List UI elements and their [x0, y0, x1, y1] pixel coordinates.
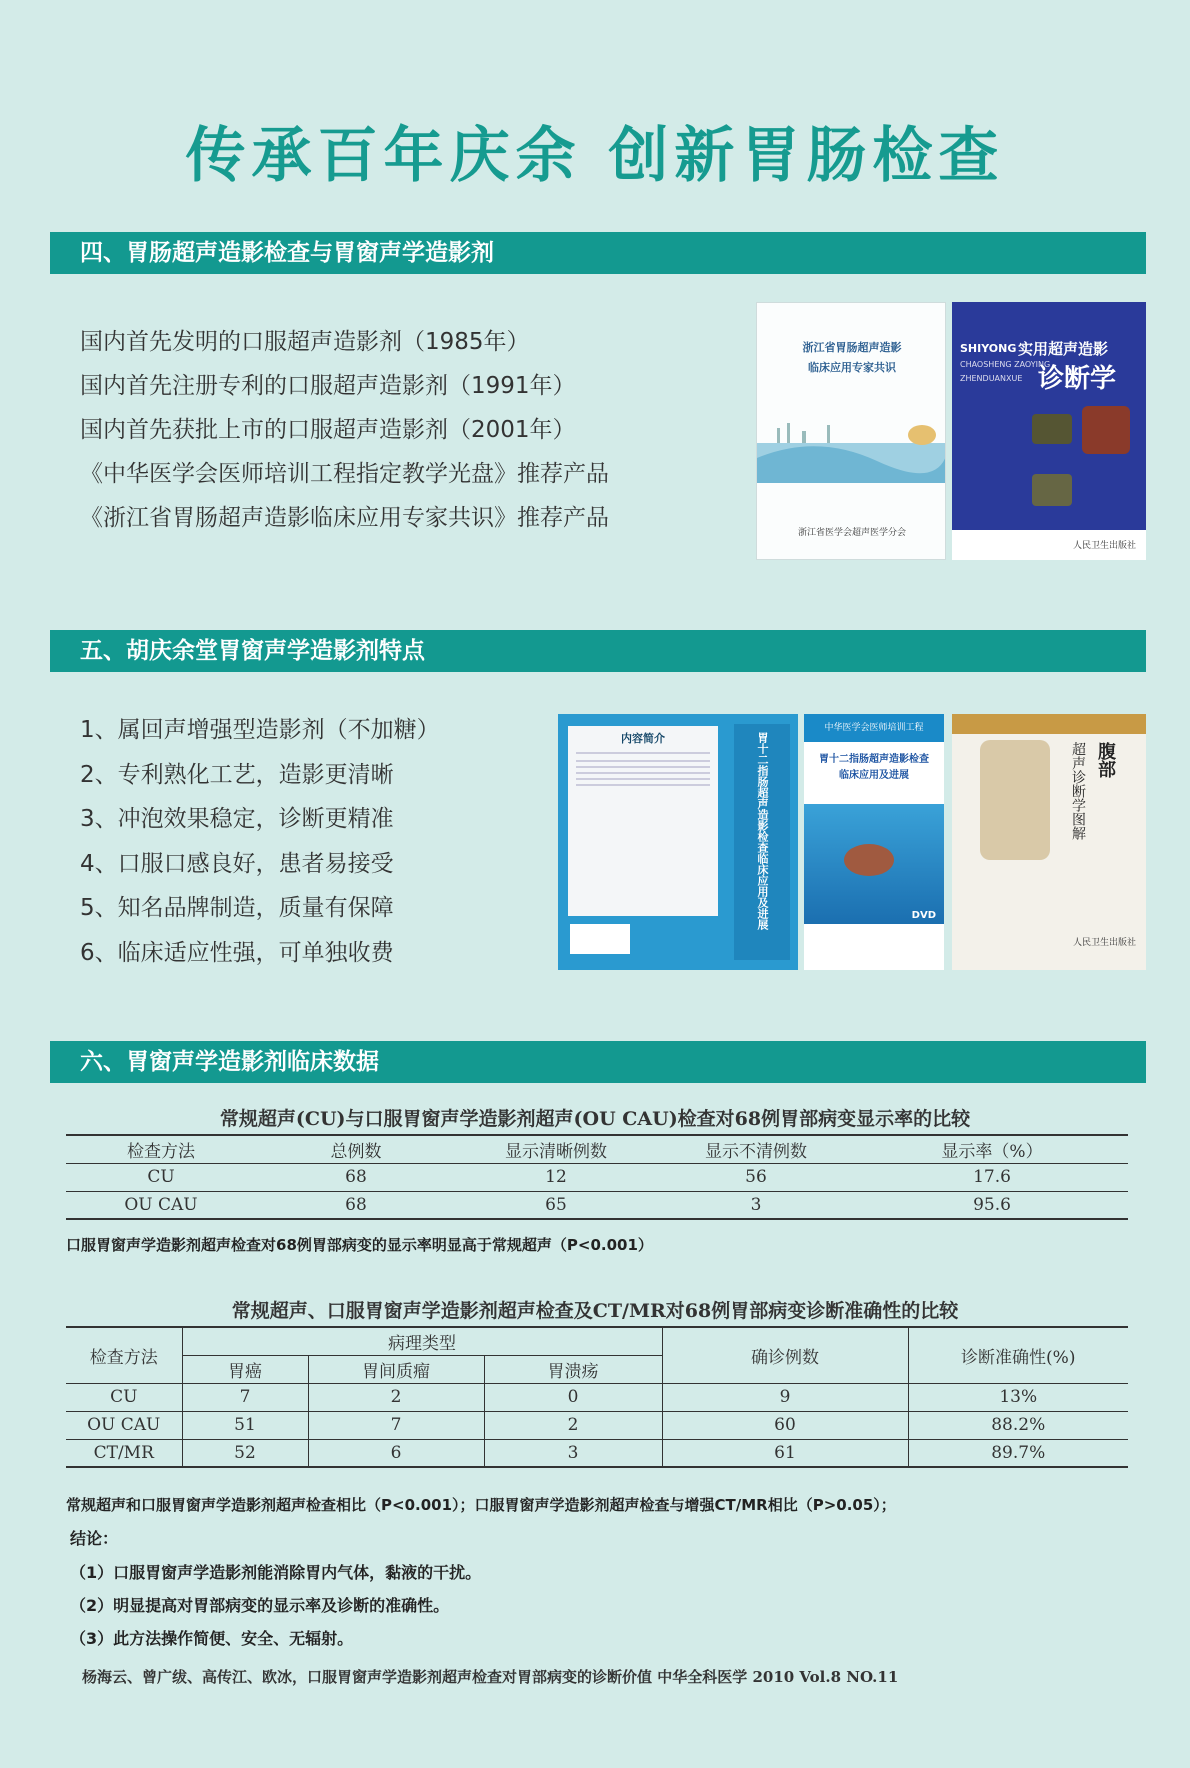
table-cell: 89.7% [991, 1442, 1046, 1463]
section4-list [80, 320, 609, 540]
table-header: 胃间质瘤 [308, 1355, 484, 1383]
table-header: 胃溃疡 [484, 1355, 662, 1383]
list-item: 3、冲泡效果稳定，诊断更精准 [80, 806, 394, 832]
section5-list [80, 708, 440, 975]
book-pinyin: SHIYONG [960, 342, 1017, 355]
section-heading-6: 六、胃窗声学造影剂临床数据 [50, 1041, 1146, 1083]
table2-caption: 常规超声、口服胃窗声学造影剂超声检查及CT/MR对68例胃部病变诊断准确性的比较 [231, 1300, 959, 1322]
ultrasound-image [844, 844, 894, 876]
list-item: 《浙江省胃肠超声造影临床应用专家共识》推荐产品 [80, 505, 609, 531]
table-cell: OU CAU [66, 1411, 182, 1439]
table-header: 检查方法 [127, 1141, 195, 1162]
table-cell: 13% [999, 1387, 1038, 1407]
conclusion-item: （1）口服胃窗声学造影剂能消除胃内气体，黏液的干扰。 [70, 1563, 482, 1582]
list-item: 国内首先注册专利的口服超声造影剂（1991年） [80, 373, 576, 399]
page-title: 传承百年庆余 创新胃肠检查 [185, 121, 1005, 191]
book-title: 浙江省胃肠超声造影 [802, 341, 902, 354]
dvd-cover-front [804, 714, 944, 970]
list-item: 2、专利熟化工艺，造影更清晰 [80, 761, 394, 788]
conclusion-item: （2）明显提高对胃部病变的显示率及诊断的准确性。 [70, 1596, 450, 1615]
table-cell: 68 [345, 1194, 367, 1215]
reference-citation: 杨海云、曾广绂、高传江、欧冰，口服胃窗声学造影剂超声检查对胃部病变的诊断价值 中华全科医学 2010 Vol.8 NO.11 [82, 1668, 899, 1686]
table-cell: CU [147, 1167, 175, 1187]
table-header-row [66, 1135, 1128, 1163]
table-cell: 52 [182, 1439, 308, 1467]
table-cell: 9 [662, 1383, 908, 1411]
conclusion-item: （3）此方法操作简便、安全、无辐射。 [70, 1629, 354, 1648]
book-title: 实用超声造影 [1018, 340, 1109, 358]
book-publisher: 浙江省医学会超声医学分会 [797, 528, 906, 538]
ultrasound-image [1082, 406, 1130, 454]
display-rate-table [66, 1134, 1128, 1220]
table1-caption: 常规超声(CU)与口服胃窗声学造影剂超声(OU CAU)检查对68例胃部病变显示率的比较 [219, 1108, 971, 1130]
ultrasound-image [1032, 474, 1072, 506]
list-item: 4、口服口感良好，患者易接受 [80, 850, 394, 877]
table-row [66, 1439, 1128, 1467]
table-cell: 88.2% [991, 1415, 1046, 1435]
book-subtitle: 超声诊断学图解 [1070, 742, 1086, 840]
dvd-series: 中华医学会医师培训工程 [824, 723, 924, 733]
conclusion-label: 结论： [70, 1529, 119, 1548]
dvd-title: 胃十二指肠超声造影检查 [819, 754, 929, 765]
dvd-spine [734, 724, 790, 960]
table-cell: 7 [308, 1411, 484, 1439]
table-header: 病理类型 [182, 1327, 662, 1355]
table-row [66, 1163, 1128, 1191]
book-pinyin: ZHENDUANXUE [960, 374, 1023, 383]
table-cell: 2 [308, 1383, 484, 1411]
table-header-row [66, 1327, 1128, 1355]
book-publisher: 人民卫生出版社 [1072, 938, 1136, 948]
table-cell: 61 [662, 1439, 908, 1467]
table1-note: 口服胃窗声学造影剂超声检查对68例胃部病变的显示率明显高于常规超声（P<0.001） [66, 1236, 653, 1254]
table-cell: 7 [182, 1383, 308, 1411]
table-cell: 51 [182, 1411, 308, 1439]
book-title-large: 诊断学 [1038, 364, 1117, 394]
table-cell: OU CAU [124, 1194, 198, 1215]
list-item: 国内首先获批上市的口服超声造影剂（2001年） [80, 417, 576, 443]
dvd-subtitle: 临床应用及进展 [839, 770, 909, 781]
book-pinyin: CHAOSHENG ZAOYING [960, 360, 1051, 369]
ultrasound-image [1032, 414, 1072, 444]
book-cover-expert-consensus [756, 302, 946, 560]
book-publisher: 人民卫生出版社 [1072, 541, 1136, 551]
table-row [66, 1411, 1128, 1439]
table2-note: 常规超声和口服胃窗声学造影剂超声检查相比（P<0.001）；口服胃窗声学造影剂超声检查与增强CT/MR相比（P>0.05）； [66, 1496, 896, 1514]
table-header: 显示率（%） [941, 1141, 1043, 1162]
table-row [66, 1191, 1128, 1219]
book-top-band [952, 714, 1146, 734]
book-title: 腹部 [1095, 742, 1116, 778]
book-cover-contrast-ultrasound [952, 302, 1146, 560]
section-heading-5: 五、胡庆余堂胃窗声学造影剂特点 [50, 630, 1146, 672]
table-header: 显示不清例数 [705, 1141, 807, 1162]
table-header: 总例数 [330, 1141, 382, 1162]
anatomy-illustration [980, 740, 1050, 860]
book-cover-abdominal-ultrasound [952, 714, 1146, 970]
dvd-label: DVD [911, 910, 936, 921]
dvd-description-panel [568, 726, 718, 916]
table-cell: 6 [308, 1439, 484, 1467]
skyline-illustration [757, 403, 946, 483]
table-cell: 68 [345, 1167, 367, 1187]
table-header: 胃癌 [182, 1355, 308, 1383]
table-row [66, 1383, 1128, 1411]
table-header: 显示清晰例数 [505, 1141, 607, 1162]
table-cell: 65 [545, 1194, 567, 1215]
table-cell: 12 [545, 1167, 567, 1187]
list-item: 《中华医学会医师培训工程指定教学光盘》推荐产品 [80, 461, 609, 487]
dvd-case-back [558, 714, 798, 970]
table-cell: 0 [484, 1383, 662, 1411]
table-cell: 95.6 [973, 1194, 1011, 1215]
table-cell: 2 [484, 1411, 662, 1439]
list-item: 6、临床适应性强，可单独收费 [80, 939, 394, 966]
table-cell: 3 [484, 1439, 662, 1467]
table-header: 诊断准确性(%) [908, 1327, 1128, 1383]
list-item: 5、知名品牌制造，质量有保障 [80, 895, 394, 921]
table-header: 检查方法 [66, 1327, 182, 1383]
dvd-panel-header: 内容简介 [621, 732, 665, 745]
list-item: 国内首先发明的口服超声造影剂（1985年） [80, 329, 530, 355]
table-cell: 60 [662, 1411, 908, 1439]
diagnosis-accuracy-table [66, 1326, 1128, 1468]
dvd-spine-title: 胃十二指肠超声造影检查临床应用及进展 [756, 732, 769, 930]
table-cell: 56 [745, 1167, 767, 1187]
list-item: 1、属回声增强型造影剂（不加糖） [80, 717, 440, 743]
section-heading-4: 四、胃肠超声造影检查与胃窗声学造影剂 [50, 232, 1146, 274]
table-header: 确诊例数 [662, 1327, 908, 1383]
dvd-cover-image [804, 804, 944, 924]
table-cell: 17.6 [973, 1167, 1011, 1187]
table-cell: CT/MR [66, 1439, 182, 1467]
table-cell: CU [66, 1383, 182, 1411]
barcode [570, 924, 630, 954]
book-subtitle: 临床应用专家共识 [808, 361, 896, 374]
table-cell: 3 [750, 1194, 762, 1215]
